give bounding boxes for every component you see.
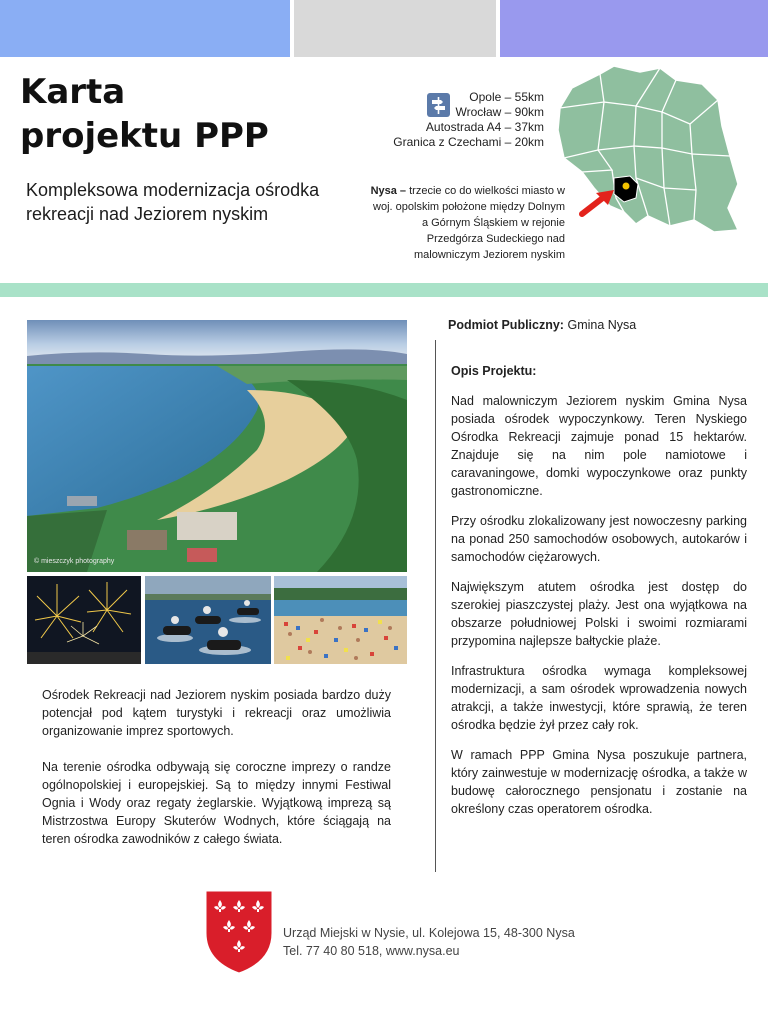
fireworks-photo [27,576,141,664]
description-paragraph-1: Nad malowniczym Jeziorem nyskim Gmina Nysa posiada ośrodek wypoczynkowy. Teren Nyskiego Ośrodka Rekreacji zajmuje ponad 15 hektarów. Znajduje się na nim pole namiotowe i caravaningowe, domki wypoczynkowe oraz punkty gastronomiczne. [451,394,747,498]
header-bar-blue [0,0,290,57]
description-paragraph-3: Największym atutem ośrodka jest dostęp do szerokiej piaszczystej plaży. Jest ona wyjątkowa na obszarze południowej Polski i swoimi rozmiarami przypomina najlepsze bałtyckie plaże. [451,580,747,648]
title-line-2: projektu PPP [20,116,269,156]
distance-list [393,90,544,150]
footer-phone-web: Tel. 77 40 80 518, www.nysa.eu [283,944,460,958]
left-paragraph-1: Ośrodek Rekreacji nad Jeziorem nyskim posiada bardzo duży potencjał pod kątem turystyki i rekreacji oraz umożliwia organizowanie imprez sportowych. [42,688,391,738]
title-line-1: Karta [20,72,126,112]
footer-contact [283,924,575,960]
project-description-heading: Opis Projektu: [451,364,537,378]
photo-credit: © mieszczyk photography [34,558,115,565]
jet-ski-photo [145,576,271,664]
red-arrow-icon [578,188,618,218]
distance-czech-border: Granica z Czechami – 20km [393,135,544,149]
nysa-description-text: trzecie co do wielkości miasto w woj. opolskim położone między Dolnym a Górnym Śląskiem w rejonie Przedgórza Sudeckiego nad malowniczym Jeziorem nyskim [373,185,565,261]
header-bar-violet [500,0,768,57]
left-paragraph-2: Na terenie ośrodka odbywają się coroczne imprezy o randze ogólnopolskiej i europejskiej. Są to między innymi Festiwal Ognia i Wody oraz regaty żeglarskie. Wyjątkową imprezą są Mistrzostwa Europy Skuterów Wodnych, które ściągają na teren ośrodka zawodników z całego świata. [42,760,391,846]
project-description [451,392,747,830]
page-title [20,70,269,158]
section-divider-bar [0,283,768,297]
project-subtitle: Kompleksowa modernizacja ośrodka rekreacji nad Jeziorem nyskim [26,180,320,224]
distance-opole: Opole – 55km [469,90,544,104]
description-paragraph-5: W ramach PPP Gmina Nysa poszukuje partnera, który zainwestuje w modernizację ośrodka, a także w budowę całorocznego pensjonatu i zostanie na określony czas operatorem ośrodka. [451,748,747,816]
column-divider [435,340,436,872]
nysa-name: Nysa – [370,185,407,197]
left-column-text [42,686,391,866]
public-entity-value: Gmina Nysa [567,318,637,332]
public-entity-label: Podmiot Publiczny: [448,318,564,332]
beach-photo [274,576,407,664]
description-paragraph-4: Infrastruktura ośrodka wymaga kompleksowej modernizacji, a sam ośrodek wprowadzenia nowych atrakcji, a także inwestycji, które sprawią, że teren ośrodka będzie żył przez cały rok. [451,664,747,732]
public-entity [448,318,636,332]
description-paragraph-2: Przy ośrodku zlokalizowany jest nowoczesny parking na ponad 250 samochodów osobowych, autokarów i samochodów ciężarowych. [451,514,747,564]
distance-a4: Autostrada A4 – 37km [425,120,544,134]
nysa-description [365,183,565,263]
footer-address: Urząd Miejski w Nysie, ul. Kolejowa 15, 48-300 Nysa [283,926,575,940]
distance-wroclaw: Wrocław – 90km [455,105,544,119]
lake-aerial-photo [27,320,407,572]
header-bar-grey [294,0,496,57]
nysa-coat-of-arms-icon [204,889,274,975]
